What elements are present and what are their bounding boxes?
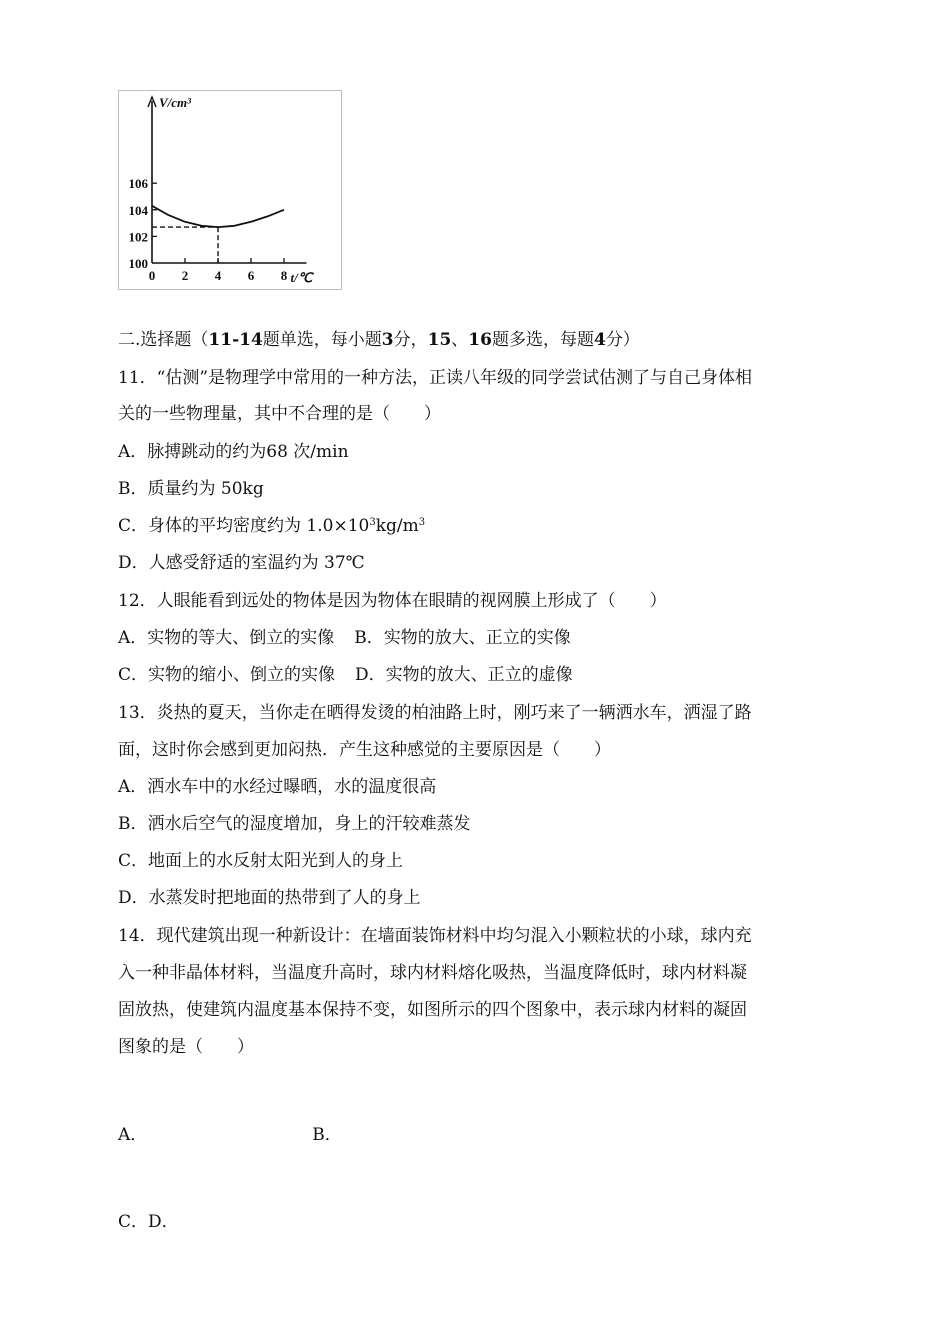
section-text-1: 题单选，每小题 [262, 330, 382, 350]
q12-options-cd [118, 665, 573, 685]
q11-option-b: B．质量约为 50kg [118, 479, 264, 499]
volume-curve [152, 206, 284, 227]
section-score-multi: 4 [593, 330, 606, 350]
q11-option-c-unit: kg/m [375, 516, 419, 536]
q13-option-b: B．洒水后空气的湿度增加，身上的汗较难蒸发 [118, 814, 471, 834]
section-q15: 15 [427, 330, 452, 350]
x-axis-label: t/℃ [290, 270, 313, 285]
q14-stem-line1: 14．现代建筑出现一种新设计：在墙面装饰材料中均匀混入小颗粒状的小球，球内充 [118, 926, 752, 946]
section-text-5: 分） [605, 330, 640, 350]
q12-options-ab [118, 628, 571, 648]
q14-option-c: C． [118, 1212, 149, 1232]
x-tick-label: 4 [214, 268, 222, 283]
y-tick-label: 104 [128, 202, 148, 218]
section-heading [118, 330, 640, 350]
q13-option-d: D．水蒸发时把地面的热带到了人的身上 [118, 888, 421, 908]
q11-option-a: A．脉搏跳动的约为68 次/min [118, 442, 349, 462]
q12-stem: 12．人眼能看到远处的物体是因为物体在眼睛的视网膜上形成了（ ） [118, 591, 667, 611]
q14-stem-line4: 图象的是（ ） [118, 1037, 254, 1057]
q11-option-c-unit-exponent: 3 [418, 517, 426, 528]
x-tick-label: 6 [247, 268, 255, 283]
q14-stem-line3: 固放热，使建筑内温度基本保持不变，如图所示的四个图象中，表示球内材料的凝固 [118, 1000, 747, 1020]
q13-stem-line1: 13．炎热的夏天，当你走在晒得发烫的柏油路上时，刚巧来了一辆洒水车，洒湿了路 [118, 703, 752, 723]
y-tick-label: 106 [128, 176, 148, 192]
chart-svg [119, 91, 341, 289]
q14-option-a: A． [118, 1125, 148, 1145]
q12-option-a: A．实物的等大、倒立的实像 [118, 628, 335, 648]
q11-stem-line1: 11．“估测”是物理学中常用的一种方法，正读八年级的同学尝试估测了与自己身体相 [118, 368, 753, 388]
q11-option-d: D．人感受舒适的室温约为 37℃ [118, 553, 365, 573]
y-tick-label: 102 [128, 229, 148, 245]
q12-option-b: B．实物的放大、正立的实像 [354, 628, 571, 648]
q11-option-c [118, 516, 425, 536]
section-text-2: 分， [393, 330, 428, 350]
q11-option-c-text: C．身体的平均密度约为 1.0×10 [118, 516, 370, 536]
q11-stem-line2: 关的一些物理量，其中不合理的是（ ） [118, 404, 441, 424]
q13-option-c: C．地面上的水反射太阳光到人的身上 [118, 851, 404, 871]
q13-option-a: A．洒水车中的水经过曝晒，水的温度很高 [118, 777, 437, 797]
section-prefix: 二.选择题（ [118, 330, 209, 350]
q12-option-d: D．实物的放大、正立的虚像 [355, 665, 573, 685]
q14-option-b: B． [312, 1125, 342, 1145]
q14-options-ab [118, 1125, 342, 1145]
section-q16: 16 [468, 330, 492, 350]
q13-stem-line2: 面，这时你会感到更加闷热．产生这种感觉的主要原因是（ ） [118, 740, 611, 760]
section-score-single: 3 [381, 330, 394, 350]
q14-stem-line2: 入一种非晶体材料，当温度升高时，球内材料熔化吸热，当温度降低时，球内材料凝 [118, 963, 747, 983]
y-axis-label: V/cm³ [159, 95, 192, 110]
q12-option-c: C．实物的缩小、倒立的实像 [118, 665, 336, 685]
y-tick-label: 100 [128, 256, 148, 271]
q11-option-c-exponent: 3 [369, 517, 376, 528]
section-text-3: 、 [451, 330, 469, 350]
x-tick-label: 8 [280, 268, 288, 283]
q14-options-cd [118, 1212, 179, 1232]
section-text-4: 题多选，每题 [491, 330, 594, 350]
volume-temperature-chart [118, 90, 342, 290]
section-range-single: 11-14 [208, 330, 263, 350]
x-tick-label: 2 [181, 268, 189, 283]
x-tick-label: 0 [148, 268, 156, 283]
q14-option-d: D． [148, 1212, 179, 1232]
